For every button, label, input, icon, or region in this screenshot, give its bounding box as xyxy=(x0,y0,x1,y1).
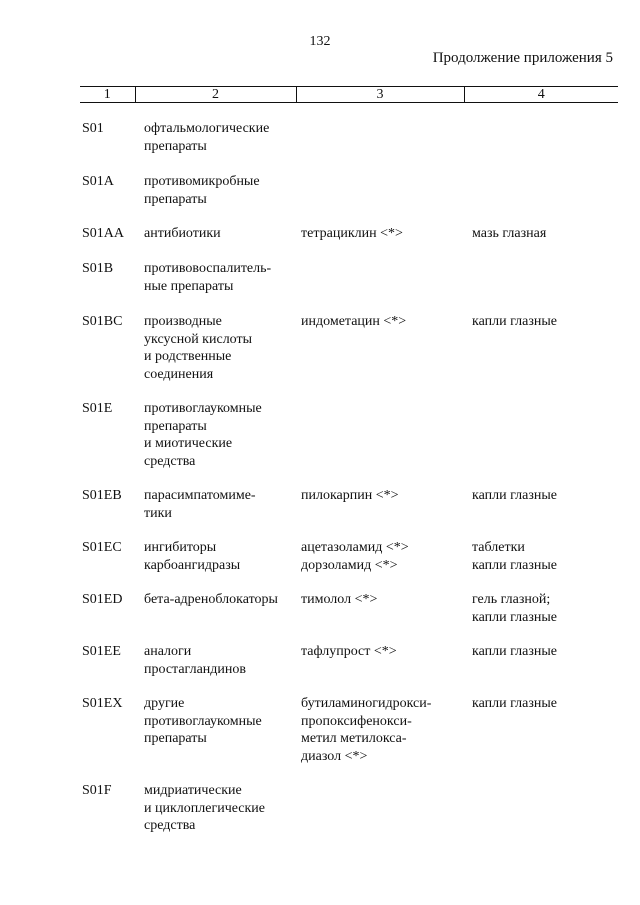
group-cell xyxy=(144,120,304,155)
drug-cell xyxy=(301,225,461,243)
group-cell-text: карбоангидразы xyxy=(144,557,241,573)
drug-cell-text: тафлупрост <*> xyxy=(301,644,397,659)
group-cell xyxy=(144,260,304,295)
group-cell-text: соединения xyxy=(144,366,214,382)
group-cell-text: парасимпатомиме- xyxy=(144,488,256,503)
form-cell xyxy=(472,591,622,626)
form-cell xyxy=(472,487,622,505)
group-cell-text: противовоспалитель- xyxy=(144,261,272,276)
code-cell-text: S01E xyxy=(82,401,113,416)
drug-cell xyxy=(301,487,461,505)
code-cell-text: S01EC xyxy=(82,540,122,555)
code-cell xyxy=(82,225,140,243)
drug-cell xyxy=(301,695,461,765)
drug-cell-text: ацетазоламид <*> xyxy=(301,540,409,555)
group-cell xyxy=(144,539,304,574)
form-cell-text: капли глазные xyxy=(472,696,557,711)
group-cell xyxy=(144,643,304,678)
column-header-4: 4 xyxy=(464,87,618,103)
form-cell xyxy=(472,695,622,713)
group-cell-text: ингибиторы xyxy=(144,540,217,555)
drug-cell xyxy=(301,313,461,331)
code-cell-text: S01ED xyxy=(82,592,123,607)
form-cell xyxy=(472,643,622,661)
group-cell-text: противомикробные xyxy=(144,174,260,189)
form-cell-text: мазь глазная xyxy=(472,226,547,241)
group-cell-text: средства xyxy=(144,453,196,469)
code-cell xyxy=(82,260,140,278)
drug-cell xyxy=(301,539,461,574)
code-cell-text: S01B xyxy=(82,261,114,276)
drug-cell-text: тетрациклин <*> xyxy=(301,226,403,241)
code-cell xyxy=(82,173,140,191)
group-cell xyxy=(144,173,304,208)
column-header-row xyxy=(80,86,618,103)
drug-cell-text: диазол <*> xyxy=(301,748,368,764)
form-cell-text: капли глазные xyxy=(472,314,557,329)
code-cell xyxy=(82,400,140,418)
group-cell-text: мидриатические xyxy=(144,783,242,798)
code-cell-text: S01EB xyxy=(82,488,122,503)
code-cell xyxy=(82,539,140,557)
form-cell xyxy=(472,313,622,331)
group-cell xyxy=(144,695,304,748)
group-cell-text: и миотические xyxy=(144,436,233,452)
group-cell xyxy=(144,313,304,383)
column-header-2: 2 xyxy=(135,87,296,103)
code-cell-text: S01BC xyxy=(82,314,123,329)
form-cell xyxy=(472,539,622,574)
group-cell-text: и циклоплегические xyxy=(144,800,266,816)
group-cell-text: препараты xyxy=(144,731,207,747)
group-cell xyxy=(144,225,304,243)
group-cell xyxy=(144,400,304,470)
code-cell xyxy=(82,695,140,713)
group-cell xyxy=(144,487,304,522)
group-cell-text: офтальмологические xyxy=(144,121,270,136)
group-cell-text: средства xyxy=(144,818,196,834)
code-cell xyxy=(82,643,140,661)
form-cell xyxy=(472,225,622,243)
group-cell-text: и родственные xyxy=(144,349,232,365)
group-cell xyxy=(144,591,304,609)
group-cell xyxy=(144,782,304,835)
group-cell-text: производные xyxy=(144,314,222,329)
group-cell-text: препараты xyxy=(144,418,207,434)
drug-cell xyxy=(301,643,461,661)
group-cell-text: другие xyxy=(144,696,185,711)
group-cell-text: ные препараты xyxy=(144,278,234,294)
code-cell xyxy=(82,313,140,331)
group-cell-text: бета-адреноблокаторы xyxy=(144,592,278,607)
code-cell-text: S01EX xyxy=(82,696,123,711)
group-cell-text: простагландинов xyxy=(144,661,246,677)
group-cell-text: противоглаукомные xyxy=(144,713,262,729)
drug-cell-text: пилокарпин <*> xyxy=(301,488,399,503)
code-cell xyxy=(82,591,140,609)
drug-cell-text: пропоксифенокси- xyxy=(301,713,412,729)
page-number: 132 xyxy=(309,34,331,49)
drug-cell-text: метил метилокса- xyxy=(301,731,407,747)
form-cell-text: капли глазные xyxy=(472,557,557,573)
drug-cell-text: бутиламиногидрокси- xyxy=(301,696,432,711)
group-cell-text: тики xyxy=(144,505,172,521)
code-cell-text: S01 xyxy=(82,121,104,136)
group-cell-text: уксусной кислоты xyxy=(144,331,253,347)
code-cell-text: S01A xyxy=(82,174,114,189)
code-cell-text: S01EE xyxy=(82,644,121,659)
group-cell-text: препараты xyxy=(144,191,207,207)
code-cell xyxy=(82,487,140,505)
drug-cell-text: индометацин <*> xyxy=(301,314,407,329)
group-cell-text: аналоги xyxy=(144,644,192,659)
form-cell-text: таблетки xyxy=(472,540,525,555)
group-cell-text: препараты xyxy=(144,138,207,154)
drug-cell-text: дорзоламид <*> xyxy=(301,557,398,573)
continuation-title: Продолжение приложения 5 xyxy=(432,50,613,66)
group-cell-text: противоглаукомные xyxy=(144,401,262,416)
code-cell xyxy=(82,782,140,800)
code-cell xyxy=(82,120,140,138)
form-cell-text: капли глазные xyxy=(472,609,557,625)
group-cell-text: антибиотики xyxy=(144,226,221,241)
drug-cell xyxy=(301,591,461,609)
form-cell-text: гель глазной; xyxy=(472,592,551,607)
code-cell-text: S01AA xyxy=(82,226,125,241)
column-header-3: 3 xyxy=(296,87,464,103)
drug-cell-text: тимолол <*> xyxy=(301,592,378,607)
form-cell-text: капли глазные xyxy=(472,488,557,503)
form-cell-text: капли глазные xyxy=(472,644,557,659)
column-header-1: 1 xyxy=(80,87,135,103)
code-cell-text: S01F xyxy=(82,783,112,798)
